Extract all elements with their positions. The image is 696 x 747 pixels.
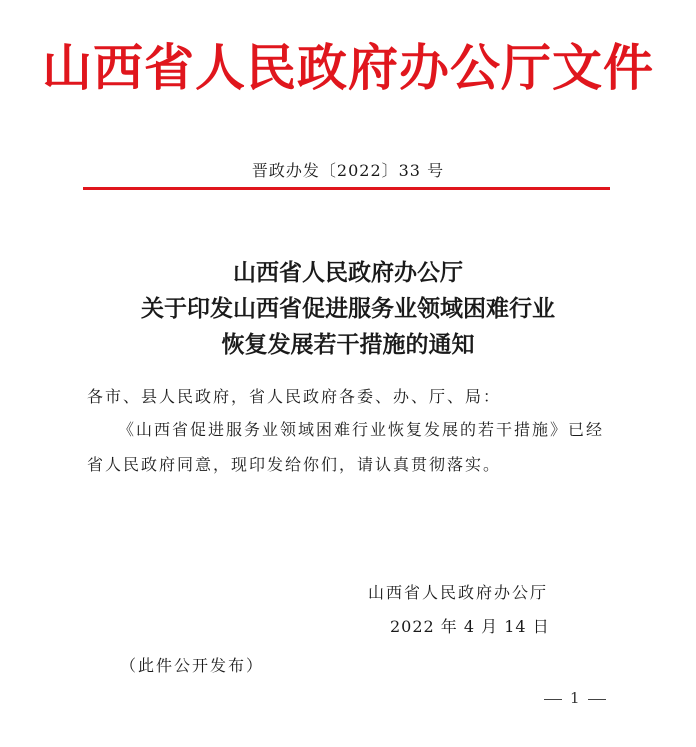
dash-right	[588, 699, 606, 700]
body-paragraph-line-1: 《山西省促进服务业领域困难行业恢复发展的若干措施》已经	[118, 420, 605, 439]
issue-date: 2022 年 4 月 14 日	[390, 617, 550, 636]
addressee: 各市、县人民政府，省人民政府各委、办、厅、局：	[87, 387, 502, 406]
publication-notice: （此件公开发布）	[120, 656, 265, 675]
dash-left	[544, 699, 562, 700]
document-title-line-3: 恢复发展若干措施的通知	[221, 332, 475, 358]
red-divider-line	[83, 187, 610, 190]
document-number: 晋政办发〔2022〕33 号	[251, 161, 445, 180]
document-title-line-2: 关于印发山西省促进服务业领域困难行业	[141, 296, 555, 322]
page-number	[536, 689, 614, 707]
masthead-title: 山西省人民政府办公厅文件	[42, 39, 654, 97]
issuing-authority: 山西省人民政府办公厅	[368, 583, 549, 602]
document-title-line-1: 山西省人民政府办公厅	[233, 260, 463, 286]
body-paragraph-line-2: 省人民政府同意，现印发给你们，请认真贯彻落实。	[87, 455, 502, 474]
page-number-value: 1	[570, 689, 580, 707]
